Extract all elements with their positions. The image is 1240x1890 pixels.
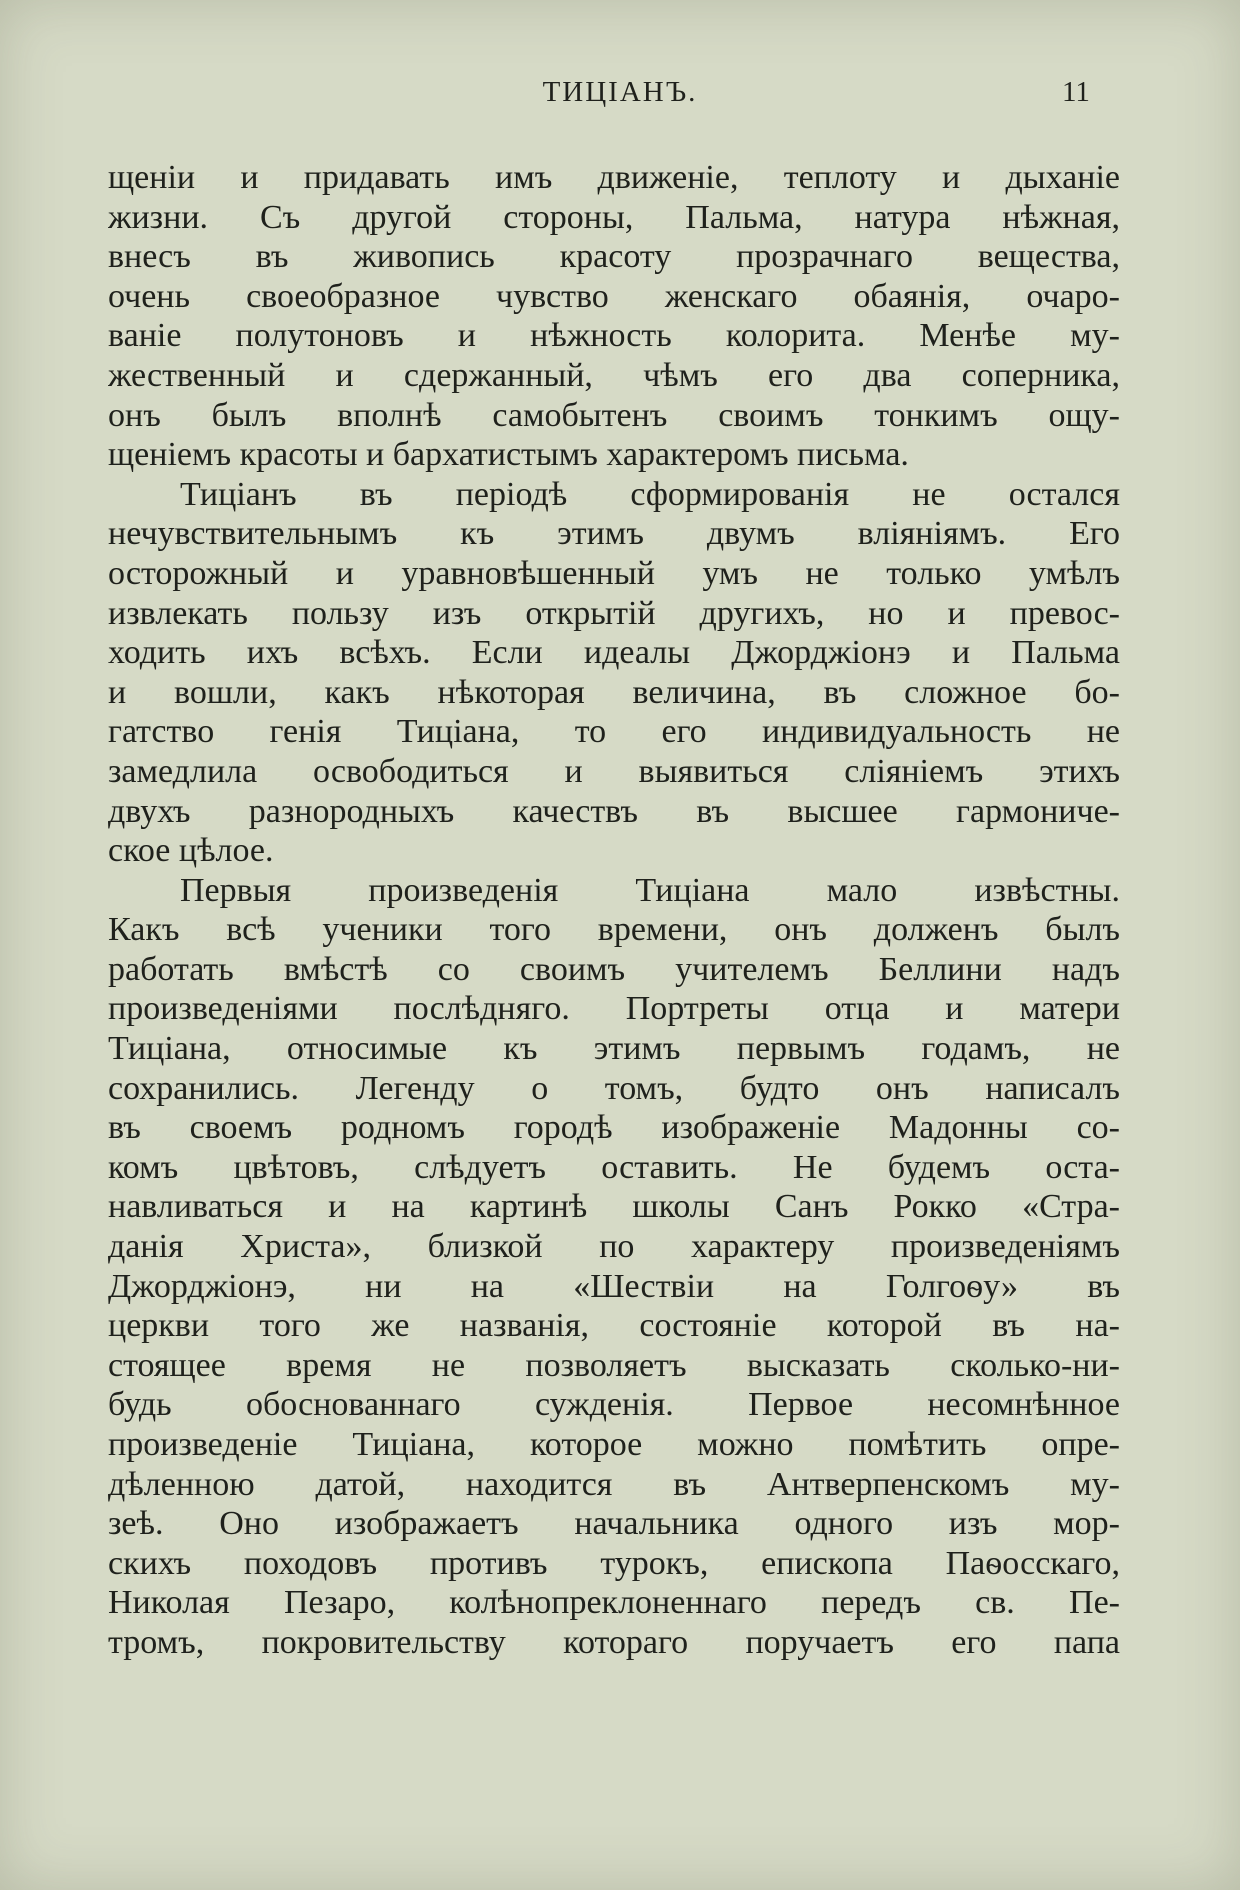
- text-line: щеніи и придавать имъ движеніе, теплоту и дыханіе: [108, 159, 1120, 196]
- text-line: сохранились. Легенду о томъ, будто онъ написалъ: [108, 1069, 1120, 1107]
- running-title: ТИЦІАНЪ.: [542, 76, 698, 108]
- text-line: тромъ, покровительству котораго поручаетъ его папа: [108, 1623, 1120, 1661]
- text-line: ское цѣлое.: [108, 832, 274, 870]
- text-line: очень своеобразное чувство женскаго обаянія, очаро-: [108, 277, 1120, 315]
- text-line: работать вмѣстѣ со своимъ учителемъ Беллини надъ: [108, 950, 1120, 988]
- text-line: данія Христа», близкой по характеру произведеніямъ: [108, 1228, 1120, 1266]
- text-line: гатство генія Тиціана, то его индивидуальность не: [108, 713, 1120, 751]
- text-line: нечувствительнымъ къ этимъ двумъ вліяніямъ. Его: [108, 515, 1120, 553]
- text-line: навливаться и на картинѣ школы Санъ Рокко «Стра-: [108, 1188, 1120, 1226]
- text-line: жизни. Съ другой стороны, Пальма, натура нѣжная,: [108, 198, 1120, 236]
- text-line: дѣленною датой, находится въ Антверпенскомъ му-: [108, 1465, 1120, 1503]
- text-line: и вошли, какъ нѣкоторая величина, въ сложное бо-: [108, 673, 1120, 711]
- text-line: жественный и сдержанный, чѣмъ его два соперника,: [108, 356, 1120, 394]
- text-line: въ своемъ родномъ городѣ изображеніе Мадонны со-: [108, 1109, 1120, 1147]
- text-line: Тиціана, относимые къ этимъ первымъ годамъ, не: [108, 1030, 1120, 1068]
- text-line: внесъ въ живопись красоту прозрачнаго вещества,: [108, 238, 1120, 276]
- text-line: зеѣ. Оно изображаетъ начальника одного изъ мор-: [108, 1505, 1120, 1543]
- text-line: Первыя произведенія Тиціана мало извѣстны.: [180, 871, 1120, 909]
- text-line: будь обоснованнаго сужденія. Первое несомнѣнное: [108, 1386, 1120, 1424]
- page-number: 11: [1062, 76, 1090, 108]
- text-line: осторожный и уравновѣшенный умъ не только умѣлъ: [108, 554, 1120, 592]
- body-text: [108, 158, 1120, 1663]
- text-line: щеніемъ красоты и бархатистымъ характеромъ письма.: [108, 436, 909, 474]
- text-line: скихъ походовъ противъ турокъ, епископа Паѳосскаго,: [108, 1544, 1120, 1582]
- text-line: церкви того же названія, состояніе которой въ на-: [108, 1307, 1120, 1345]
- text-line: ваніе полутоновъ и нѣжность колорита. Менѣе му-: [108, 317, 1120, 355]
- text-line: стоящее время не позволяетъ высказать сколько-ни-: [108, 1346, 1120, 1384]
- text-line: онъ былъ вполнѣ самобытенъ своимъ тонкимъ ощу-: [108, 396, 1120, 434]
- text-line: Николая Пезаро, колѣнопреклоненнаго передъ св. Пе-: [108, 1584, 1120, 1622]
- text-line: извлекать пользу изъ открытій другихъ, но и превос-: [108, 594, 1120, 632]
- text-line: Тиціанъ въ періодѣ сформированія не остался: [180, 475, 1120, 513]
- text-line: замедлила освободиться и выявиться сліяніемъ этихъ: [108, 752, 1120, 790]
- text-line: двухъ разнородныхъ качествъ въ высшее гармониче-: [108, 792, 1120, 830]
- text-line: произведеніе Тиціана, которое можно помѣтить опре-: [108, 1426, 1120, 1463]
- text-line: комъ цвѣтовъ, слѣдуетъ оставить. Не будемъ оста-: [108, 1148, 1120, 1186]
- text-line: Какъ всѣ ученики того времени, онъ долженъ былъ: [108, 911, 1120, 949]
- text-line: Джорджіонэ, ни на «Шествіи на Голгоѳу» въ: [108, 1267, 1120, 1305]
- page-header: [0, 70, 1240, 114]
- text-line: произведеніями послѣдняго. Портреты отца и матери: [108, 990, 1120, 1028]
- text-line: ходить ихъ всѣхъ. Если идеалы Джорджіонэ и Пальма: [108, 634, 1120, 672]
